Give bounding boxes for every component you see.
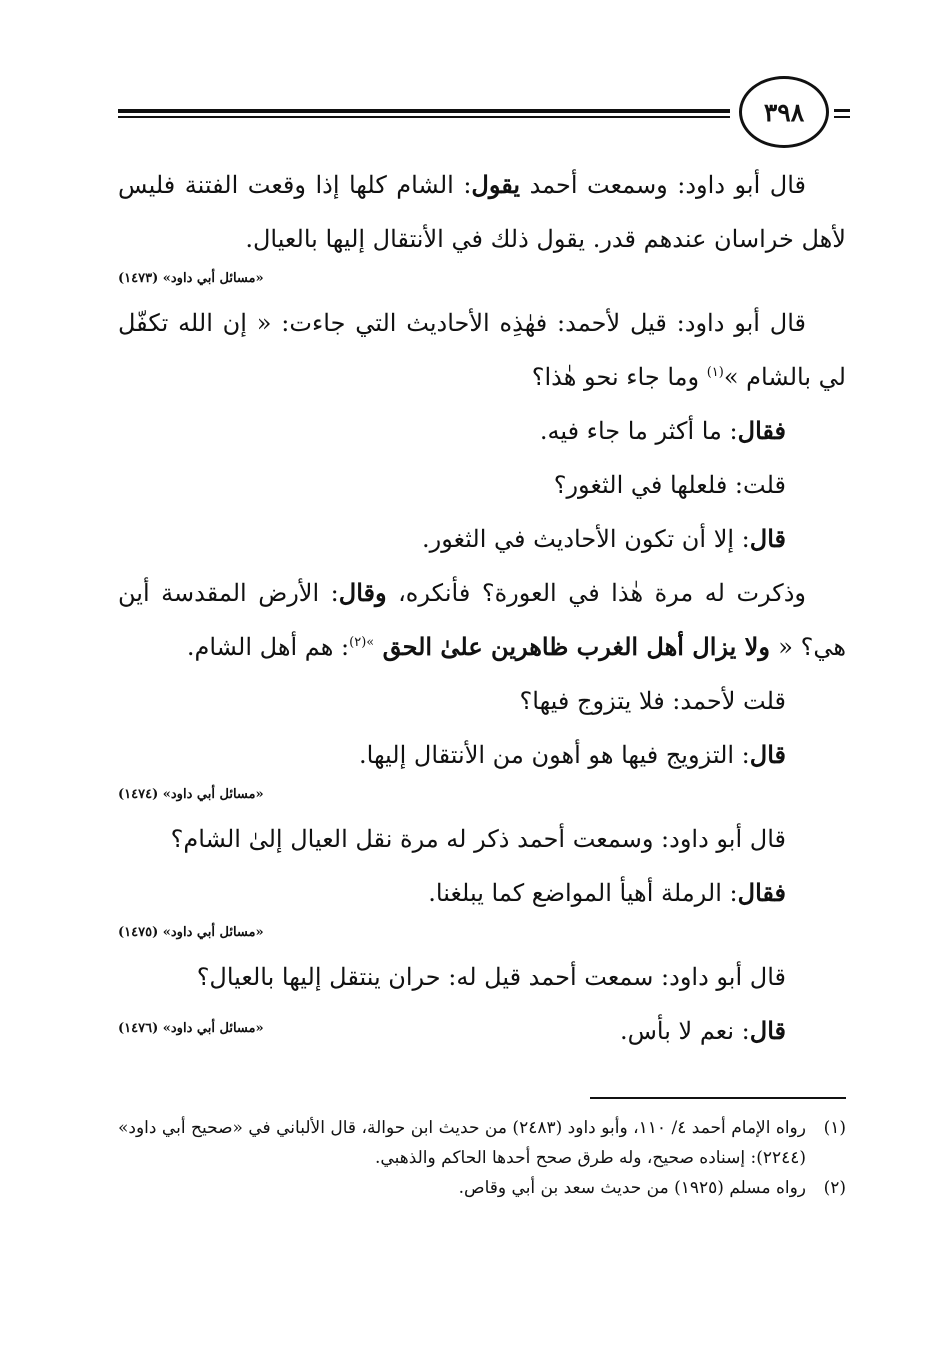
text-run: قال أبو داود: وسمعت أحمد ذكر له مرة نقل العيال إلىٰ الشام؟ bbox=[170, 825, 786, 853]
paragraph bbox=[118, 404, 846, 458]
speaker-label: وقال bbox=[338, 578, 387, 607]
paragraph bbox=[118, 512, 846, 566]
source-citation: «مسائل أبي داود» (١٤٧٦) bbox=[118, 1021, 264, 1036]
footnote-ref[interactable]: (١) bbox=[706, 365, 724, 380]
footnote bbox=[118, 1113, 846, 1173]
speaker-label: فقال bbox=[737, 878, 786, 907]
footnote-text: رواه مسلم (١٩٢٥) من حديث سعد بن أبي وقاص. bbox=[458, 1178, 806, 1198]
footnote-number: (٢) bbox=[823, 1178, 846, 1198]
source-citation: «مسائل أبي داود» (١٤٧٥) bbox=[118, 925, 264, 940]
bold-verb: يقول bbox=[471, 170, 521, 199]
paragraph bbox=[118, 1004, 846, 1058]
footnotes bbox=[118, 1113, 846, 1203]
paragraph bbox=[118, 674, 846, 728]
text-run: قلت: فلعلها في الثغور؟ bbox=[553, 471, 786, 499]
text-run: قال أبو داود: وسمعت أحمد bbox=[520, 171, 806, 199]
footnote-text: رواه الإمام أحمد ٤/ ١١٠، وأبو داود (٢٤٨٣) من حديث ابن حوالة، قال الألباني في «صحيح أبي داود» (٢٢٤٤): إسناده صحيح، وله طرق صحح أحدها الحاكم والذهبي. bbox=[118, 1118, 806, 1168]
speaker-label: فقال bbox=[737, 416, 786, 445]
paragraph bbox=[118, 296, 846, 404]
text-run: وما جاء نحو هٰذا؟ bbox=[531, 363, 707, 391]
text-run: : نعم لا بأس. bbox=[619, 1017, 750, 1045]
text-run: قلت لأحمد: فلا يتزوج فيها؟ bbox=[519, 687, 786, 715]
paragraph bbox=[118, 158, 846, 266]
header-rule-thin bbox=[118, 116, 730, 118]
speaker-label: قال bbox=[749, 1016, 786, 1045]
paragraph bbox=[118, 458, 846, 512]
text-run: وذكرت له مرة هٰذا في العورة؟ فأنكره، bbox=[386, 579, 806, 607]
text-run: : الشام كلها إذا وقعت الفتنة فليس لأهل خراسان عندهم قدر. يقول ذلك في الأنتقال إليها بالعيال. bbox=[118, 171, 846, 253]
speaker-label: قال bbox=[749, 524, 786, 553]
text-run: : ما أكثر ما جاء فيه. bbox=[539, 417, 738, 445]
header-rule-tick bbox=[834, 109, 850, 112]
text-run: قال أبو داود: قيل لأحمد: فهٰذِه الأحاديث التي جاءت: « إن الله تكفّل لي بالشام » bbox=[118, 309, 846, 391]
text-run: : الأرض المقدسة أين هي؟ « bbox=[118, 579, 846, 661]
paragraph bbox=[118, 950, 846, 1004]
paragraph bbox=[118, 728, 846, 782]
footnote-number: (١) bbox=[823, 1118, 846, 1138]
footnote-ref[interactable]: »(٢) bbox=[349, 635, 375, 650]
text-run: : إلا أن تكون الأحاديث في الثغور. bbox=[421, 525, 750, 553]
hadith-quote: ولا يزال أهل الغرب ظاهرين علىٰ الحق bbox=[374, 632, 779, 661]
text-run: : هم أهل الشام. bbox=[186, 633, 350, 661]
source-citation: «مسائل أبي داود» (١٤٧٣) bbox=[118, 271, 264, 286]
text-run: : التزويج فيها هو أهون من الأنتقال إليها. bbox=[359, 741, 750, 769]
paragraph bbox=[118, 566, 846, 674]
page-number: ٣٩٨ bbox=[739, 76, 829, 148]
main-text bbox=[118, 158, 846, 1058]
text-run: : الرملة أهيأ المواضع كما يبلغنا. bbox=[428, 879, 738, 907]
source-citation: «مسائل أبي داود» (١٤٧٤) bbox=[118, 787, 264, 802]
footnote-divider bbox=[590, 1097, 846, 1099]
header-rule-thick bbox=[118, 109, 730, 113]
paragraph bbox=[118, 812, 846, 866]
text-run: قال أبو داود: سمعت أحمد قيل له: حران ينتقل إليها بالعيال؟ bbox=[196, 963, 786, 991]
footnote bbox=[118, 1173, 846, 1203]
paragraph bbox=[118, 866, 846, 920]
header-rule-tick bbox=[834, 116, 850, 118]
speaker-label: قال bbox=[749, 740, 786, 769]
page-header bbox=[118, 74, 848, 154]
